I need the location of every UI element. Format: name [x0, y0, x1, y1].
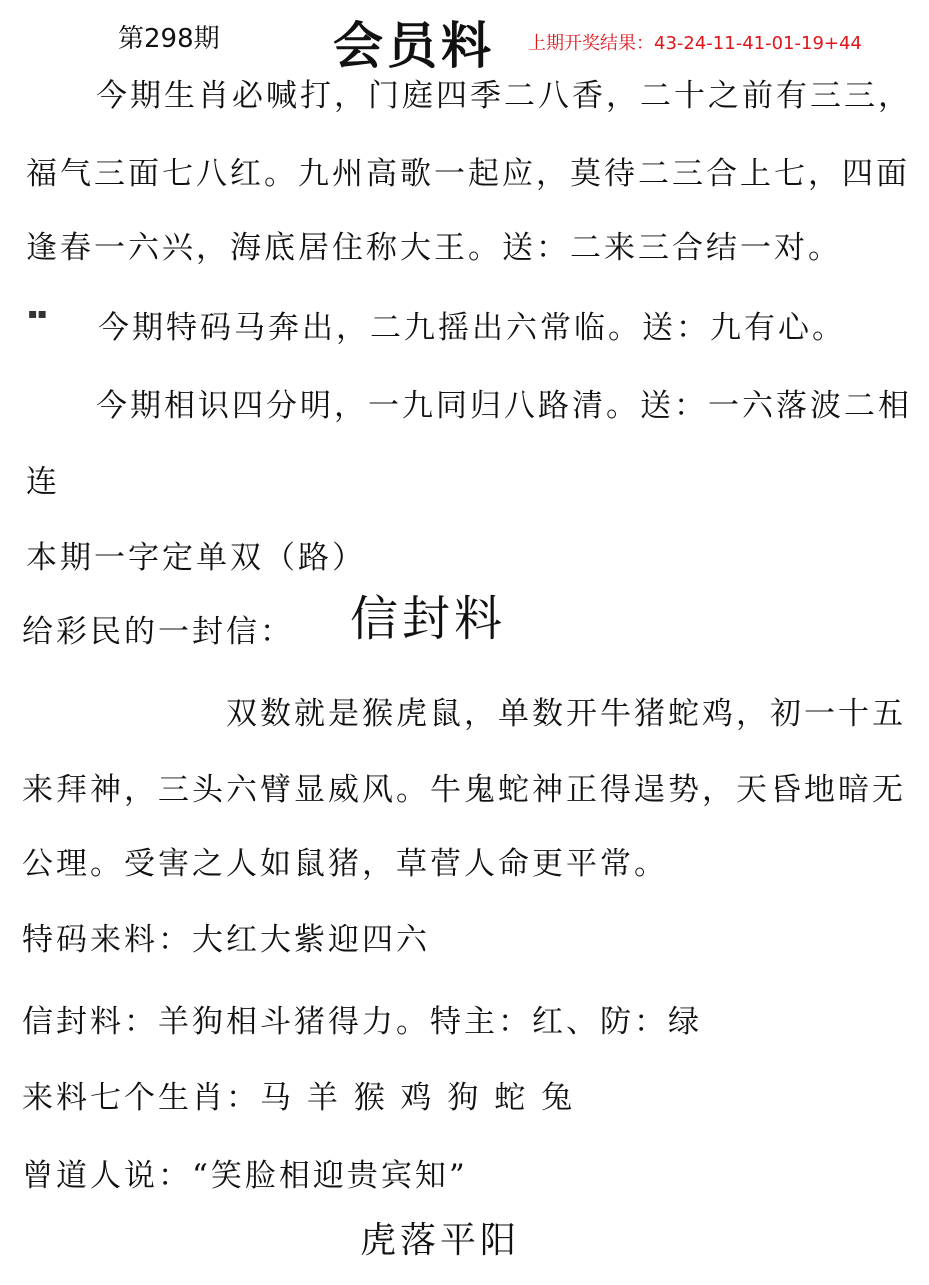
page-title: 会员料: [333, 16, 495, 75]
letter-line-2: 来拜神，三头六臂显威风。牛鬼蛇神正得逞势，天昏地暗无: [22, 772, 906, 808]
last-draw-result: 上期开奖结果：43-24-11-41-01-19+44: [528, 33, 862, 54]
letter-label: 给彩民的一封信：: [22, 614, 294, 650]
poem-line-5: 今期相识四分明，一九同归八路清。送：一六落波二相: [96, 388, 912, 424]
poem-line-6: 连: [26, 464, 60, 500]
poem-line-3: 逢春一六兴，海底居住称大王。送：二来三合结一对。: [26, 230, 842, 266]
tema-line: 特码来料：大红大紫迎四六: [22, 922, 430, 958]
poem-line-4: 今期特码马奔出，二九摇出六常临。送：九有心。: [98, 310, 846, 346]
daoren-line: 曾道人说：“笑脸相迎贵宾知”: [22, 1158, 468, 1194]
poem-line-2: 福气三面七八红。九州高歌一起应，莫待二三合上七，四面: [26, 156, 910, 192]
issue-number: 第298期: [118, 24, 220, 54]
letter-line-3: 公理。受害之人如鼠猪，草菅人命更平常。: [22, 846, 668, 882]
letter-line-1: 双数就是猴虎鼠，单数开牛猪蛇鸡，初一十五: [226, 696, 906, 732]
closing-signature: 虎落平阳: [360, 1220, 521, 1261]
poem-line-1: 今期生肖必喊打，门庭四季二八香，二十之前有三三，: [96, 78, 912, 114]
scan-mark: ▪▪: [28, 306, 47, 322]
shengxiao-line: 来料七个生肖：马 羊 猴 鸡 狗 蛇 兔: [22, 1080, 576, 1116]
letter-title: 信封料: [350, 591, 507, 647]
xinfeng-line: 信封料：羊狗相斗猪得力。特主：红、防：绿: [22, 1004, 702, 1040]
poem-line-7: 本期一字定单双（路）: [26, 540, 366, 576]
